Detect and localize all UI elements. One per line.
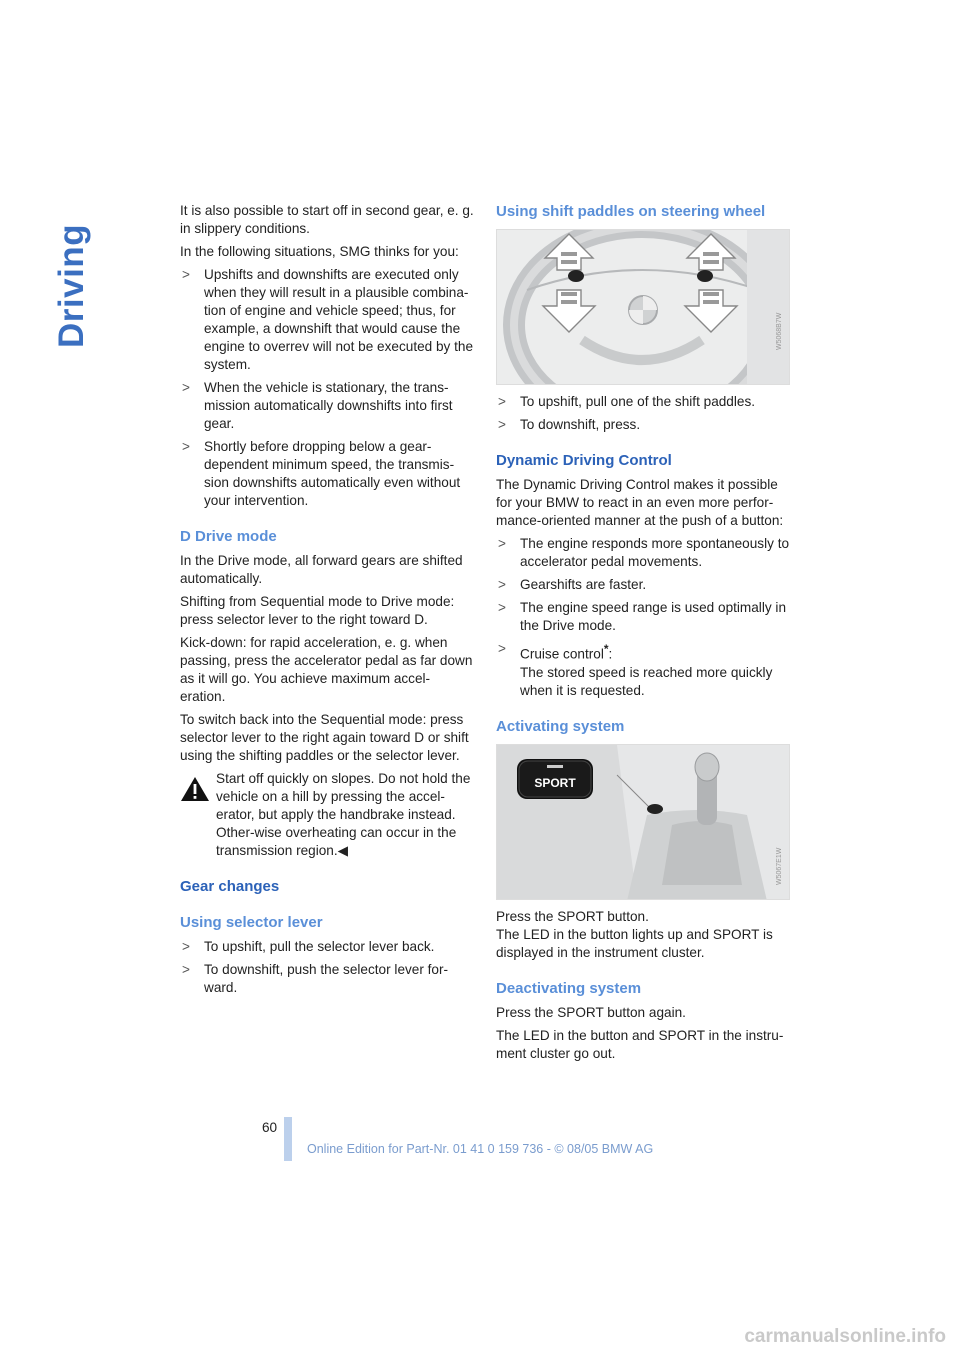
heading-shift-paddles: Using shift paddles on steering wheel	[496, 203, 766, 220]
paragraph: It is also possible to start off in second gear, e. g. in slippery conditions.	[180, 203, 474, 236]
heading-activating-system: Activating system	[496, 717, 625, 735]
left-column	[180, 202, 474, 1002]
list-item: > To downshift, press.	[498, 417, 641, 432]
list-item: > To upshift, pull one of the shift paddles.	[498, 394, 756, 409]
footer-edition: Online Edition for Part-Nr. 01 41 0 159 736 - © 08/05 BMW AG	[307, 1142, 654, 1156]
list-item: > The engine responds more spontaneously to accelerator pedal movements.	[498, 536, 790, 569]
heading-gear-changes: Gear changes	[180, 878, 280, 895]
paragraph: Press the SPORT button again.	[496, 1004, 686, 1020]
footer-bar	[284, 1117, 292, 1161]
paragraph: Press the SPORT button.	[496, 908, 649, 924]
section-title: Driving	[52, 223, 91, 348]
steering-wheel-illustration	[496, 229, 790, 385]
paragraph: In the following situations, SMG thinks for you:	[180, 244, 459, 259]
paragraph: The Dynamic Driving Control makes it possible for your BMW to react in an even more perfor-mance-oriented manner at the push of a button:	[496, 477, 784, 528]
list-item: > To downshift, push the selector lever for-ward.	[182, 962, 449, 995]
paragraph: The LED in the button lights up and SPORT is displayed in the instrument cluster.	[496, 926, 773, 960]
list-item: > Upshifts and downshifts are executed only when they will result in a plausible combina-tion of engine and vehicle speed; thus, for example, a downshift that would cause the engine to overrev will not be executed by the system.	[182, 267, 474, 372]
list-item: > Gearshifts are faster.	[498, 577, 647, 592]
list-item: > Shortly before dropping below a gear-dependent minimum speed, the transmis-sion downshifts automatically even without your intervention.	[182, 439, 461, 508]
watermark: carmanualsonline.info	[744, 1326, 946, 1347]
paragraph: Shifting from Sequential mode to Drive mode: press selector lever to the right toward D.	[180, 594, 455, 627]
paragraph: The LED in the button and SPORT in the instru-ment cluster go out.	[496, 1027, 784, 1061]
image-code: W5068B7W	[776, 312, 783, 350]
sport-button-illustration	[496, 744, 790, 900]
heading-selector-lever: Using selector lever	[180, 914, 323, 931]
list-item: > To upshift, pull the selector lever back.	[182, 939, 435, 954]
heading-drive-mode: D Drive mode	[180, 528, 277, 545]
image-code: W5067E1W	[776, 847, 783, 885]
paragraph: In the Drive mode, all forward gears are shifted automatically.	[180, 553, 463, 586]
sport-label: SPORT	[534, 775, 576, 790]
paragraph: Kick-down: for rapid acceleration, e. g. when passing, press the accelerator pedal as far down as it will go. You achieve maximum accel-eration.	[180, 635, 473, 704]
list-item: > The engine speed range is used optimally in the Drive mode.	[498, 600, 787, 633]
right-column	[496, 202, 790, 1068]
warning-icon	[180, 776, 210, 802]
list-item: > Cruise control*: The stored speed is reached more quickly when it is requested.	[498, 641, 773, 698]
list-item: > When the vehicle is stationary, the trans-mission automatically downshifts into first gear.	[182, 380, 453, 431]
heading-dynamic-driving-control: Dynamic Driving Control	[496, 452, 672, 469]
page-number: 60	[262, 1120, 278, 1135]
warning-text: Start off quickly on slopes. Do not hold the vehicle on a hill by pressing the accel-erator, but apply the handbrake instead. Other-wise overheating can occur in the transmission region.◀	[216, 771, 471, 858]
end-mark: ◀	[337, 843, 349, 858]
warning-note	[180, 770, 474, 860]
paragraph: To switch back into the Sequential mode: press selector lever to the right again toward D or shift using the shifting paddles or the selector lever.	[180, 712, 469, 763]
heading-deactivating-system: Deactivating system	[496, 979, 642, 997]
